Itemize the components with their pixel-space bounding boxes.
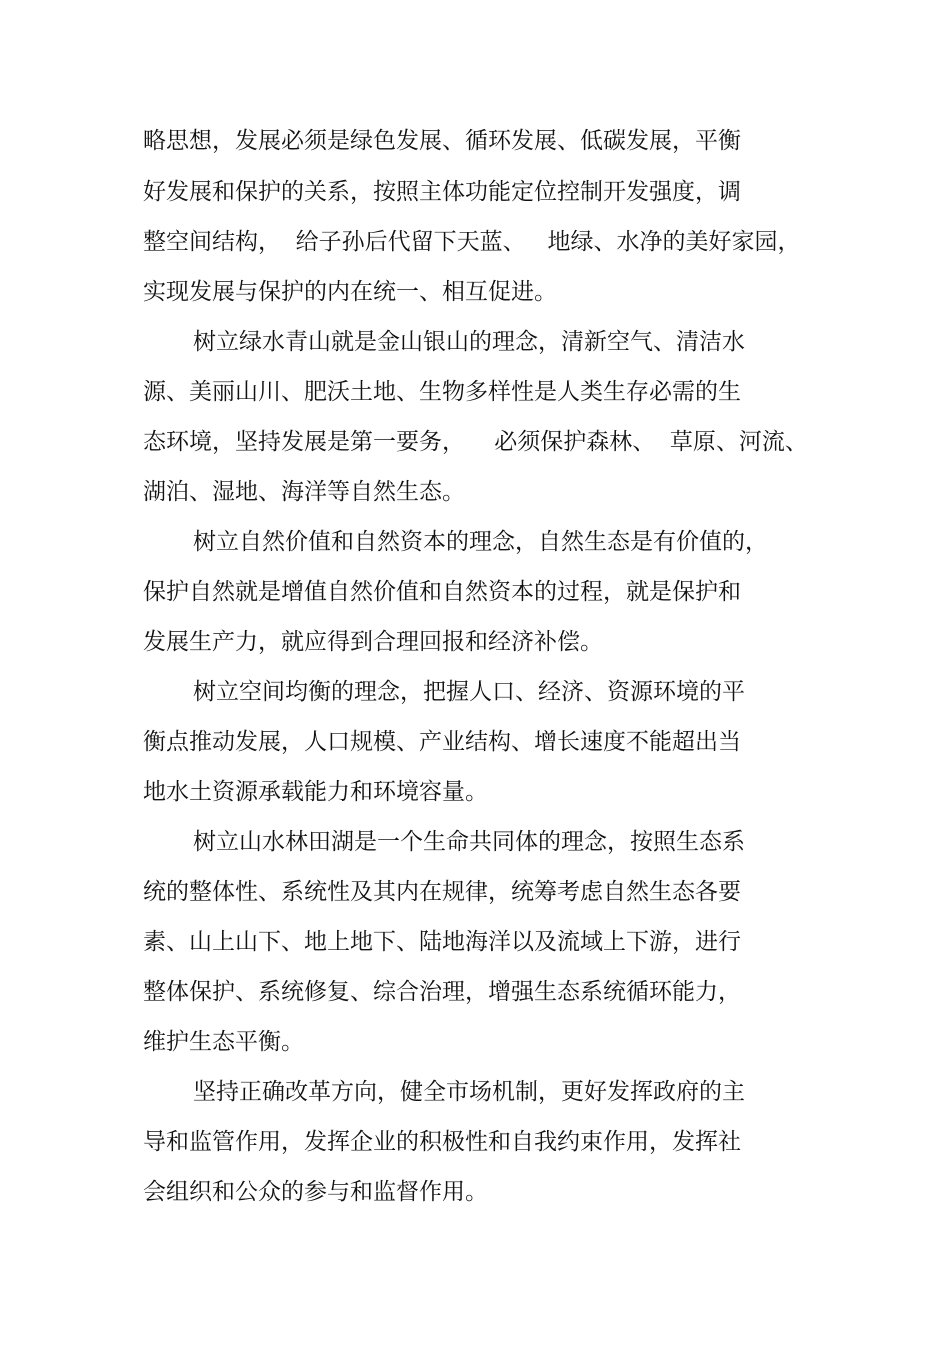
text-line: 维护生态平衡。 xyxy=(143,1029,304,1055)
text-line: 导和监管作用，发挥企业的积极性和自我约束作用，发挥社 xyxy=(143,1129,741,1155)
text-line: 整空间结构， 给子孙后代留下天蓝、 地绿、水净的美好家园， xyxy=(143,229,801,255)
text-line: 源、美丽山川、肥沃土地、生物多样性是人类生存必需的生 xyxy=(143,379,741,405)
text-line: 统的整体性、系统性及其内在规律，统筹考虑自然生态各要 xyxy=(143,879,741,905)
paragraph-first-line: 坚持正确改革方向，健全市场机制，更好发挥政府的主 xyxy=(193,1079,745,1105)
text-line: 整体保护、系统修复、综合治理，增强生态系统循环能力， xyxy=(143,979,741,1005)
text-line: 略思想，发展必须是绿色发展、循环发展、低碳发展，平衡 xyxy=(143,128,741,154)
text-line: 好发展和保护的关系，按照主体功能定位控制开发强度，调 xyxy=(143,179,741,205)
text-line: 素、山上山下、地上地下、陆地海洋以及流域上下游，进行 xyxy=(143,929,741,955)
text-line: 保护自然就是增值自然价值和自然资本的过程，就是保护和 xyxy=(143,579,741,605)
text-line: 衡点推动发展，人口规模、产业结构、增长速度不能超出当 xyxy=(143,729,741,755)
text-line: 实现发展与保护的内在统一、相互促进。 xyxy=(143,279,557,305)
text-line: 地水土资源承载能力和环境容量。 xyxy=(143,779,488,805)
paragraph-first-line: 树立山水林田湖是一个生命共同体的理念，按照生态系 xyxy=(193,829,745,855)
text-line: 发展生产力，就应得到合理回报和经济补偿。 xyxy=(143,629,603,655)
text-line: 湖泊、湿地、海洋等自然生态。 xyxy=(143,479,465,505)
paragraph-first-line: 树立空间均衡的理念，把握人口、经济、资源环境的平 xyxy=(193,679,745,705)
paragraph-first-line: 树立自然价值和自然资本的理念，自然生态是有价值的， xyxy=(193,529,768,555)
paragraph-first-line: 树立绿水青山就是金山银山的理念，清新空气、清洁水 xyxy=(193,329,745,355)
text-line: 会组织和公众的参与和监督作用。 xyxy=(143,1179,488,1205)
text-line: 态环境，坚持发展是第一要务， 必须保护森林、 草原、河流、 xyxy=(143,429,808,455)
